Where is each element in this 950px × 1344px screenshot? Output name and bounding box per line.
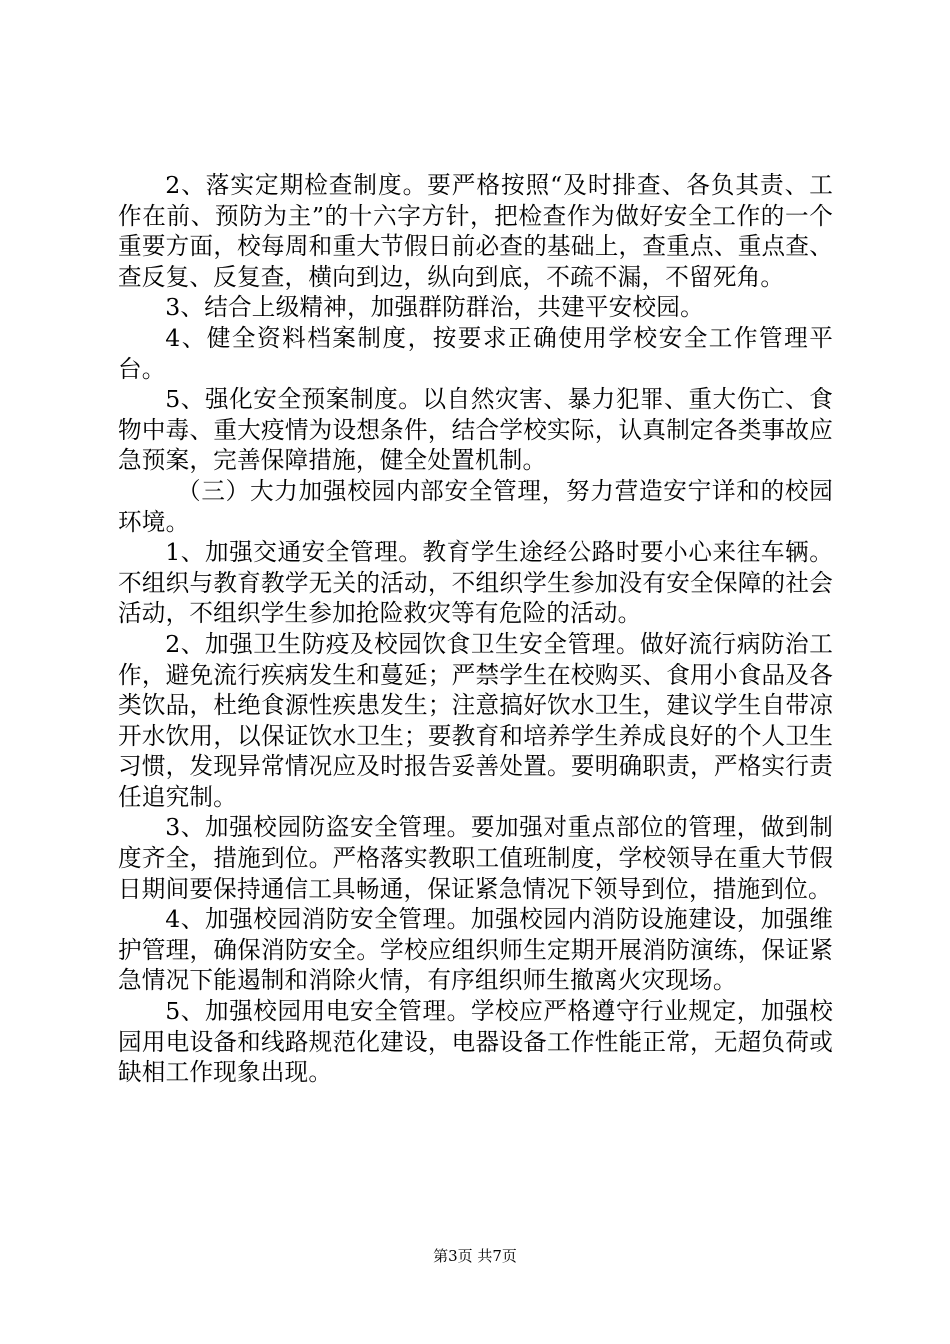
page-number-footer: 第3页 共7页 (433, 1247, 517, 1265)
document-body (118, 170, 833, 1088)
paragraph-electrical-safety: 5、加强校园用电安全管理。学校应严格遵守行业规定，加强校园用电设备和线路规范化建设，电器设备工作性能正常，无超负荷或缺相工作现象出现。 (118, 997, 833, 1087)
paragraph-traffic-safety: 1、加强交通安全管理。教育学生途经公路时要小心来往车辆。不组织与教育教学无关的活动，不组织学生参加没有安全保障的社会活动，不组织学生参加抢险救灾等有危险的活动。 (118, 538, 833, 628)
paragraph-fire-safety: 4、加强校园消防安全管理。加强校园内消防设施建设，加强维护管理，确保消防安全。学校应组织师生定期开展消防演练，保证紧急情况下能遏制和消除火情，有序组织师生撤离火灾现场。 (118, 905, 833, 995)
paragraph-hygiene-safety: 2、加强卫生防疫及校园饮食卫生安全管理。做好流行病防治工作，避免流行疾病发生和蔓延；严禁学生在校购买、食用小食品及各类饮品，杜绝食源性疾患发生；注意搞好饮水卫生，建议学生自带凉开水饮用，以保证饮水卫生；要教育和培养学生养成良好的个人卫生习惯，发现异常情况应及时报告妥善处置。要明确职责，严格实行责任追究制。 (118, 629, 833, 811)
paragraph-theft-prevention: 3、加强校园防盗安全管理。要加强对重点部位的管理，做到制度齐全，措施到位。严格落实教职工值班制度，学校领导在重大节假日期间要保持通信工具畅通，保证紧急情况下领导到位，措施到位。 (118, 813, 833, 903)
paragraph-archive-system: 4、健全资料档案制度，按要求正确使用学校安全工作管理平台。 (118, 323, 833, 383)
paragraph-mass-prevention: 3、结合上级精神，加强群防群治，共建平安校园。 (165, 293, 704, 322)
section-heading-campus-safety: （三）大力加强校园内部安全管理，努力营造安宁详和的校园环境。 (118, 476, 833, 536)
paragraph-inspection-system: 2、落实定期检查制度。要严格按照“及时排查、各负其责、工作在前、预防为主”的十六字方针，把检查作为做好安全工作的一个重要方面，校每周和重大节假日前必查的基础上，查重点、重点查、查反复、反复查，横向到边，纵向到底，不疏不漏，不留死角。 (118, 171, 833, 291)
paragraph-emergency-plan: 5、强化安全预案制度。以自然灾害、暴力犯罪、重大伤亡、食物中毒、重大疫情为设想条件，结合学校实际，认真制定各类事故应急预案，完善保障措施，健全处置机制。 (118, 385, 833, 475)
